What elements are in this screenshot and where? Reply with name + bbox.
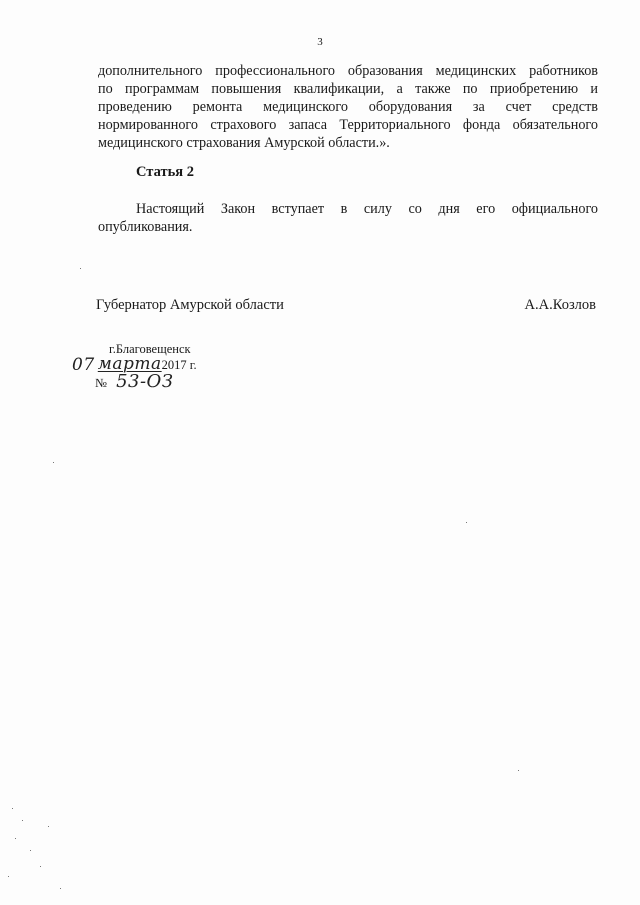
article-heading: Статья 2 <box>136 164 194 180</box>
scan-speck <box>8 876 9 877</box>
paragraph-line: нормированного страхового запаса Территориального фонда обязательного <box>98 117 598 133</box>
scan-speck <box>466 522 467 523</box>
paragraph-line: Настоящий Закон вступает в силу со дня его официального <box>136 201 598 217</box>
handwritten-day: 07 <box>72 355 95 375</box>
paragraph-line: проведению ремонта медицинского оборудования за счет средств <box>98 99 598 115</box>
signature-name: А.А.Козлов <box>524 297 596 313</box>
paragraph-article-2 <box>98 200 598 236</box>
scan-speck <box>80 268 81 269</box>
paragraph-line: опубликования. <box>98 219 193 235</box>
scan-speck <box>40 866 41 867</box>
scan-speck <box>48 826 49 827</box>
page-number: 3 <box>317 36 323 48</box>
paragraph-continuation <box>98 62 598 152</box>
scan-speck <box>60 888 61 889</box>
paragraph-line: по программам повышения квалификации, а также по приобретению и <box>98 81 598 97</box>
signature-title: Губернатор Амурской области <box>96 297 284 313</box>
scan-speck <box>15 838 16 839</box>
number-prefix: № <box>95 376 107 390</box>
date-year: 2017 г. <box>161 358 197 372</box>
place-of-signing: г.Благовещенск <box>109 342 191 356</box>
handwritten-number: 53-ОЗ <box>116 371 174 392</box>
paragraph-line: медицинского страхования Амурской области.». <box>98 135 390 151</box>
scan-speck <box>22 820 23 821</box>
paragraph-line: дополнительного профессионального образования медицинских работников <box>98 63 598 79</box>
law-number <box>95 371 174 392</box>
handwritten-month: марта <box>97 354 162 374</box>
scan-speck <box>53 462 54 463</box>
scan-speck <box>518 770 519 771</box>
scan-speck <box>12 808 13 809</box>
scan-speck <box>30 850 31 851</box>
